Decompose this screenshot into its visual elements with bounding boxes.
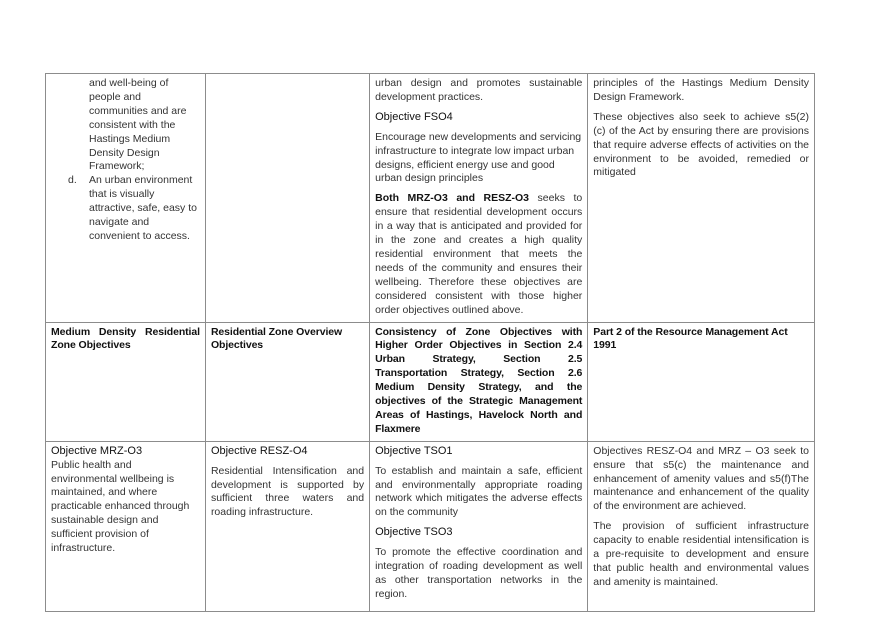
objective-title: Objective FSO4 — [375, 110, 453, 123]
table-cell — [588, 441, 815, 611]
table-row — [46, 441, 815, 611]
table-cell — [588, 74, 815, 323]
table-cell — [370, 74, 588, 323]
header-cell: Medium Density Residential Zone Objectives — [46, 322, 206, 441]
table-row — [46, 74, 815, 323]
header-cell: Part 2 of the Resource Management Act 1991 — [588, 322, 815, 441]
objectives-table — [45, 73, 815, 612]
paragraph: Encourage new developments and servicing infrastructure to integrate low impact urban designs, efficient energy use and good urban design principles — [375, 130, 582, 185]
objective-title: Objective MRZ-O3 — [51, 444, 143, 457]
paragraph: urban design and promotes sustainable development practices. — [375, 77, 583, 103]
list-line: consistent with the — [89, 118, 176, 131]
list-line: attractive, safe, easy to — [89, 202, 197, 215]
list-line: that is visually — [89, 188, 155, 201]
list-line: and well-being of — [89, 77, 169, 89]
list-marker: d. — [68, 174, 77, 187]
table-cell — [205, 441, 369, 611]
objective-title: Objective TSO3 — [375, 526, 453, 539]
paragraph: Public health and environmental wellbeing is maintained, and where practicable enhanced through sustainable design and sufficient provision of infrastructure. — [51, 458, 190, 555]
paragraph: Residential Intensification and development is supported by sufficient three waters and roading infrastructure. — [210, 464, 365, 519]
paragraph: To promote the effective coordination and integration of roading development as well as other transportation networks in the region. — [375, 546, 583, 600]
paragraph: These objectives also seek to achieve s5(2)(c) of the Act by ensuring there are provisions that require adverse effects of activities on the environment to be avoided, remedied or mitigated — [593, 110, 809, 179]
table-cell-empty — [205, 74, 369, 323]
header-cell: Consistency of Zone Objectives with Higher Order Objectives in Section 2.4 Urban Strategy, Section 2.5 Transportation Strategy, Section 2.6 Medium Density Strategy, and the objectives of the Strategic Management Areas of Hastings, Havelock North and Flaxmere — [370, 322, 588, 441]
table-cell — [370, 441, 588, 611]
continued-list — [51, 77, 200, 244]
paragraph: Objectives RESZ-O4 and MRZ – O3 seek to ensure that s5(c) the maintenance and enhancement of amenity values and s5(f)The maintenance and enhancement of the quality of the environment are achieved. — [593, 444, 809, 513]
list-line: people and — [89, 90, 141, 103]
paragraph: To establish and maintain a safe, efficient and environmentally appropriate roading network which mitigates the adverse effects on the community — [375, 464, 583, 519]
paragraph: The provision of sufficient infrastructure capacity to enable residential intensification is a pre-requisite to development and ensure that public health and environmental values and amenity is maintained. — [593, 520, 809, 588]
list-line: Hastings Medium — [89, 132, 171, 145]
list-line: Density Design — [89, 146, 160, 159]
bold-phrase: Both MRZ-O3 and RESZ-O3 — [375, 192, 530, 205]
table-header-row — [46, 322, 815, 441]
paragraph-text: seeks to ensure that residential development occurs in a way that is anticipated and provided for in the zone and creates a high quality residential environment that meets the needs of the community and ensures their wellbeing. Therefore these objectives are considered consistent with those higher order objectives outlined above. — [375, 192, 583, 316]
table-cell — [46, 441, 206, 611]
list-line: navigate and — [89, 216, 150, 229]
list-line: convenient to access. — [89, 229, 190, 242]
list-line: An urban environment — [89, 174, 193, 187]
header-cell: Residential Zone Overview Objectives — [205, 322, 369, 441]
paragraph — [375, 192, 582, 317]
list-line: Framework; — [89, 160, 145, 173]
table-cell — [46, 74, 206, 323]
objective-title: Objective RESZ-O4 — [210, 444, 308, 457]
objective-title: Objective TSO1 — [375, 444, 453, 457]
paragraph: principles of the Hastings Medium Density Design Framework. — [593, 77, 809, 103]
list-line: communities and are — [89, 104, 187, 117]
